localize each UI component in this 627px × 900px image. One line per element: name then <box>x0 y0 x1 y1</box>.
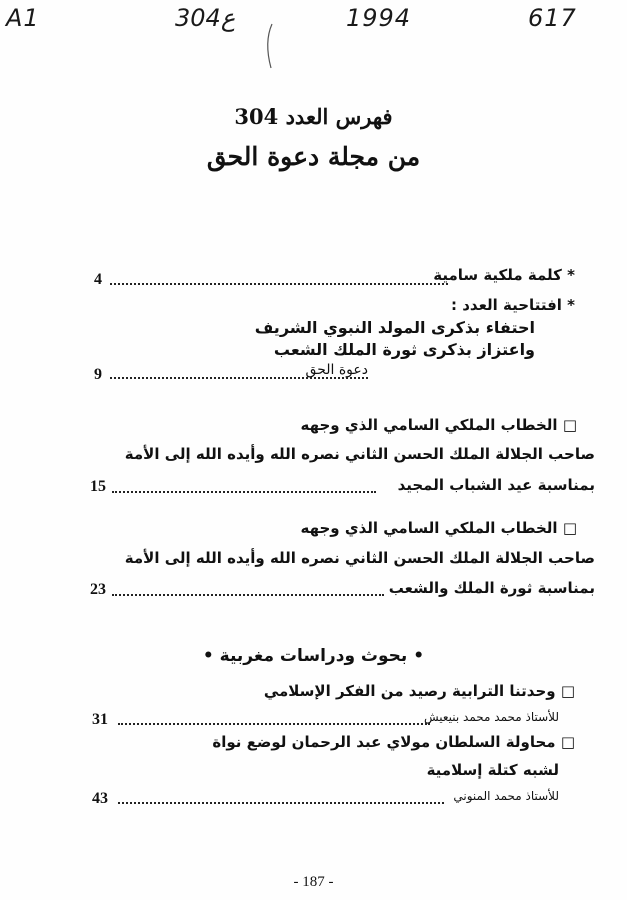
page-number: 9 <box>94 366 102 383</box>
toc-entry-territorial-unity[interactable] <box>264 682 575 700</box>
handwritten-issue: 304ع <box>175 4 236 32</box>
handwritten-year: 1994 <box>346 4 412 32</box>
page-number: 31 <box>92 711 108 728</box>
entry-bullet: □ <box>562 519 577 537</box>
entry-bullet: □ <box>562 416 577 434</box>
toc-entry-sultan-attempt[interactable] <box>212 733 575 751</box>
entry-subtitle-line: بمناسبة ثورة الملك والشعب <box>388 579 595 597</box>
toc-entry-speech-revolution[interactable] <box>300 519 577 537</box>
entry-heading: الخطاب الملكي السامي الذي وجهه <box>300 519 558 537</box>
entry-title: كلمة ملكية سامية <box>433 266 562 284</box>
entry-subtitle-line: بمناسبة عيد الشباب المجيد <box>397 476 595 494</box>
entry-bullet: □ <box>560 733 575 751</box>
pen-stroke-mark <box>262 22 276 70</box>
leader-dots <box>118 723 430 725</box>
leader-dots <box>110 283 448 285</box>
section-bullet: • <box>202 646 214 666</box>
page-title: فهرس العدد 304 <box>234 104 393 129</box>
handwritten-code-right: 617 <box>528 4 577 32</box>
entry-subtitle-line: واعتزاز بذكرى ثورة الملك الشعب <box>273 340 535 359</box>
entry-bullet: □ <box>560 682 575 700</box>
leader-dots <box>112 594 384 596</box>
leader-dots <box>118 802 444 804</box>
section-heading <box>0 646 627 666</box>
toc-entry-speech-youth[interactable] <box>300 416 577 434</box>
page-folio: - 187 - <box>293 874 334 890</box>
entry-author: دعوة الحق <box>305 362 368 378</box>
entry-author: للأستاذ محمد المنوني <box>453 789 559 803</box>
entry-subtitle-line: صاحب الجلالة الملك الحسن الثاني نصره الله وأيده الله إلى الأمة <box>124 445 595 463</box>
entry-bullet: * <box>567 296 575 314</box>
entry-heading: الخطاب الملكي السامي الذي وجهه <box>300 416 558 434</box>
page-number: 23 <box>90 581 106 598</box>
page-subtitle: من مجلة دعوة الحق <box>206 142 421 171</box>
toc-entry-editorial[interactable] <box>451 296 575 314</box>
entry-subtitle-line: احتفاء بذكرى المولد النبوي الشريف <box>254 318 535 337</box>
entry-subtitle-line: لشبه كتلة إسلامية <box>426 761 559 779</box>
leader-dots <box>110 377 368 379</box>
toc-entry-royal-word[interactable] <box>433 266 575 284</box>
entry-bullet: * <box>567 266 575 284</box>
page-number: 4 <box>94 271 102 288</box>
entry-title: محاولة السلطان مولاي عبد الرحمان لوضع نواة <box>212 733 556 751</box>
entry-title: وحدتنا الترابية رصيد من الفكر الإسلامي <box>263 682 556 700</box>
page-number: 15 <box>90 478 106 495</box>
section-title: بحوث ودراسات مغربية <box>219 646 408 666</box>
page-number: 43 <box>92 790 108 807</box>
section-bullet: • <box>413 646 425 666</box>
entry-heading: افتتاحية العدد : <box>450 296 562 314</box>
entry-author: للأستاذ محمد محمد بنيعيش <box>423 710 559 724</box>
entry-subtitle-line: صاحب الجلالة الملك الحسن الثاني نصره الله وأيده الله إلى الأمة <box>124 549 595 567</box>
handwritten-code-left: A1 <box>6 4 40 32</box>
leader-dots <box>112 491 376 493</box>
